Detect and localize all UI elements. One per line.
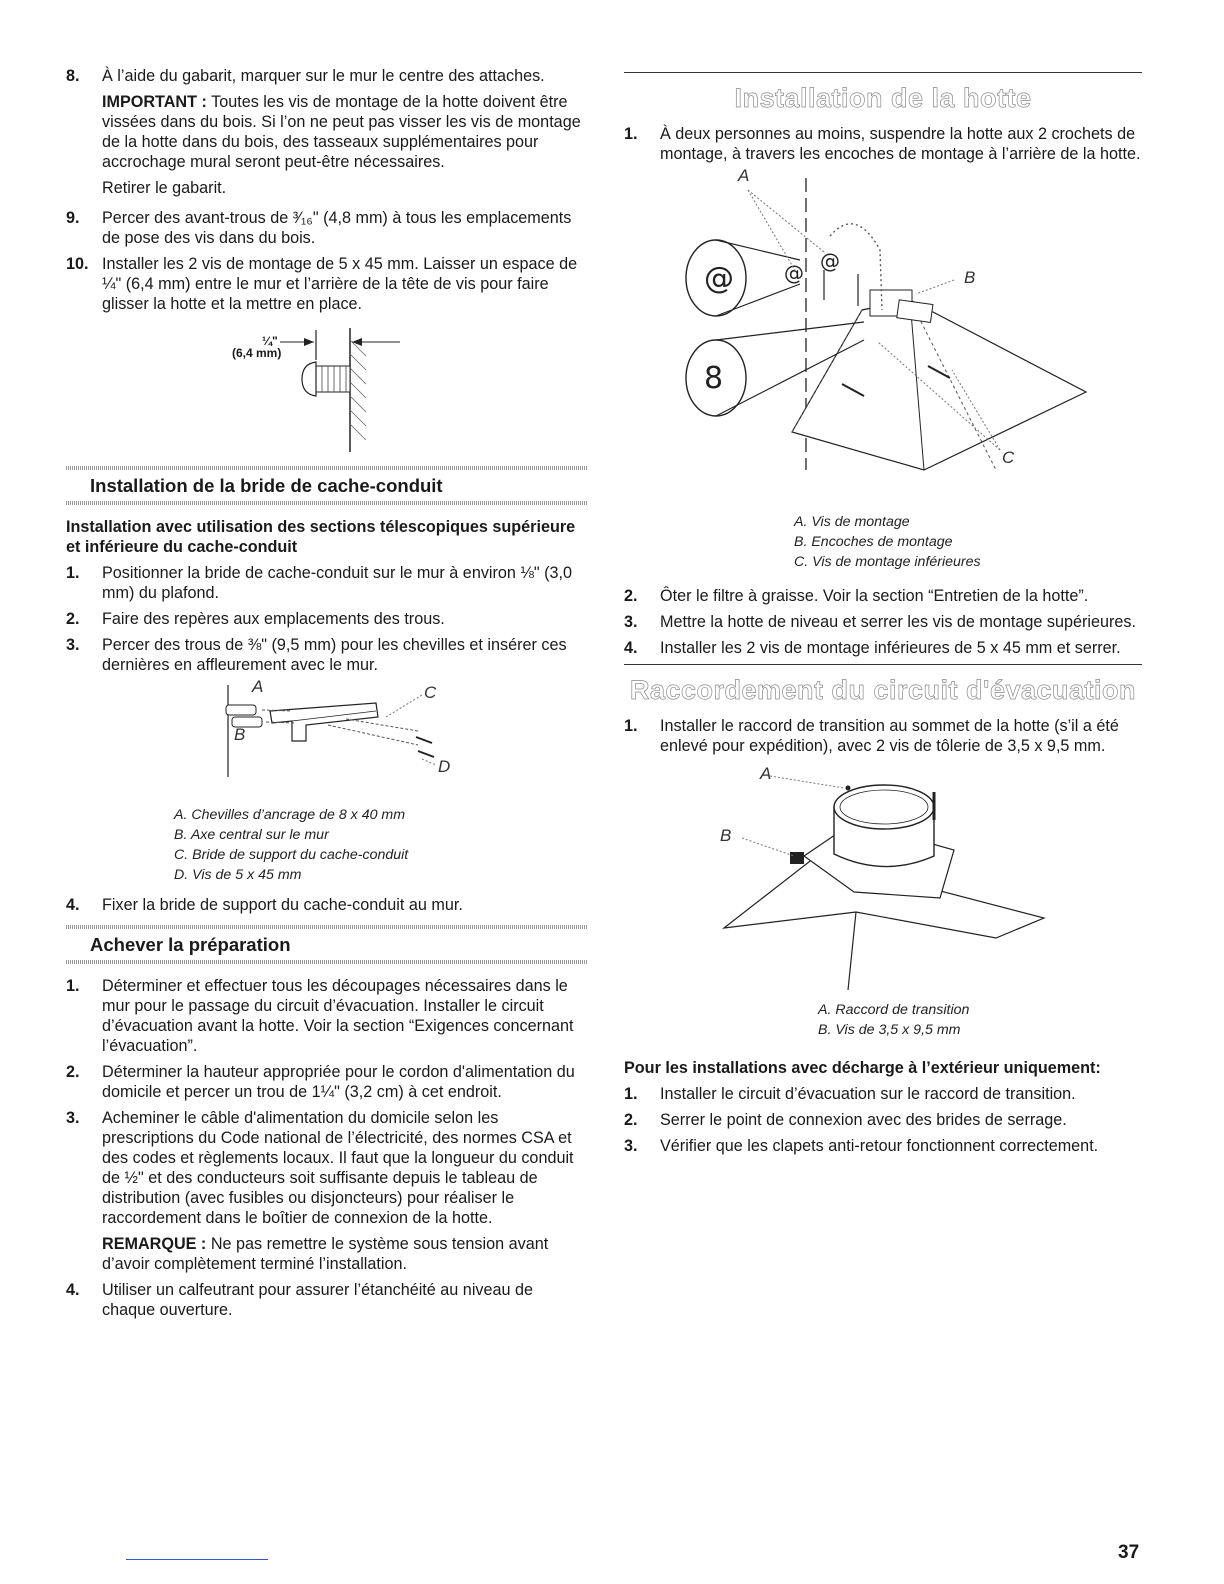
bracket-illustration (66, 681, 588, 805)
exterior-step-2: 2. Serrer le point de connexion avec des brides de serrage. (624, 1111, 1067, 1129)
transition-figure (624, 762, 1142, 1000)
svg-text:8: 8 (704, 361, 724, 396)
prep-step-2: 2. Déterminer la hauteur appropriée pour le cordon d'alimentation du domicile et percer un trou de 1¼" (3,2 cm) à cet endroit. (66, 1063, 575, 1101)
remark-note: REMARQUE : Ne pas remettre le système sous tension avant d’avoir complètement terminé l’installation. (102, 1235, 549, 1273)
bride-step-4: 4. Fixer la bride de support du cache-conduit au mur. (66, 896, 463, 914)
transition-illustration (624, 762, 1142, 1000)
vent-step-1: 1. Installer le raccord de transition au sommet de la hotte (s’il a été enlevé pour expédition), avec 2 vis de tôlerie de 3,5 x 9,5 mm. (624, 717, 1119, 755)
step-9: 9. Percer des avant-trous de ³⁄₁₆" (4,8 mm) à tous les emplacements de pose des vis dans du bois. (66, 209, 572, 247)
step-8: 8. À l’aide du gabarit, marquer sur le mur le centre des attaches. (66, 67, 545, 85)
hood-label-c: C (1002, 448, 1015, 467)
bride-step-1: 1. Positionner la bride de cache-conduit sur le mur à environ ⅛" (3,0 mm) du plafond. (66, 564, 573, 602)
hood-step-2: 2. Ôter le filtre à graisse. Voir la section “Entretien de la hotte”. (624, 587, 1089, 605)
section-title-bride: Installation de la bride de cache-conduit (66, 466, 588, 505)
important-note: IMPORTANT : Toutes les vis de montage de la hotte doivent être vissées dans du bois. Si l’on ne peut pas visser les vis de montage de la hotte dans du bois, des tasseaux supplémentaires pour accrochage mural seront peut-être nécessaires. (102, 93, 581, 171)
hood-captions: A. Vis de montage B. Encoches de montage C. Vis de montage inférieures (794, 514, 981, 570)
transition-captions: A. Raccord de transition B. Vis de 3,5 x 9,5 mm (818, 1002, 970, 1038)
prep-step-3: 3. Acheminer le câble d'alimentation du domicile selon les prescriptions du Code national de l’électricité, des normes CSA et des codes et règlements locaux. Il faut que la longueur du conduit de ½" et des conducteurs soit suffisante depuis le tableau de distribution (avec fusibles ou disjoncteurs) pour réaliser le raccordement dans le boîtier de connexion de la hotte. (66, 1109, 574, 1227)
bracket-captions: A. Chevilles d’ancrage de 8 x 40 mm B. Axe central sur le mur C. Bride de support du cache-conduit D. Vis de 5 x 45 mm (174, 807, 409, 883)
bride-step-3: 3. Percer des trous de ⅜" (9,5 mm) pour les chevilles et insérer ces dernières en affleurement avec le mur. (66, 636, 567, 674)
remove-template: Retirer le gabarit. (102, 179, 227, 197)
transition-label-b: B (720, 826, 732, 845)
screen-gap-figure (66, 320, 588, 452)
bracket-label-c: C (424, 683, 437, 702)
hood-step-1: 1. À deux personnes au moins, suspendre la hotte aux 2 crochets de montage, à travers les encoches de montage à l’arrière de la hotte. (624, 125, 1141, 163)
transition-label-a: A (760, 764, 772, 783)
title-installation-hotte: Installation de la hotte (624, 72, 1142, 120)
screen-gap-illustration (66, 320, 588, 452)
svg-text:@: @ (784, 261, 804, 285)
prep-step-1: 1. Déterminer et effectuer tous les découpages nécessaires dans le mur pour le passage du circuit d’évacuation. Installer le circuit d’évacuation avant la hotte. Voir la section “Exigences concernant l’évacuation”. (66, 977, 574, 1055)
bracket-label-d: D (438, 757, 451, 776)
right-column (624, 72, 1142, 1162)
hood-step-3: 3. Mettre la hotte de niveau et serrer les vis de montage supérieures. (624, 613, 1136, 631)
subtitle-exterior: Pour les installations avec décharge à l’extérieur uniquement: (624, 1059, 1101, 1077)
left-column (66, 66, 588, 1326)
bracket-label-b: B (234, 725, 246, 744)
exterior-step-3: 3. Vérifier que les clapets anti-retour fonctionnent correctement. (624, 1137, 1099, 1155)
bracket-label-a: A (252, 677, 264, 696)
subtitle-telescopic: Installation avec utilisation des sections télescopiques supérieure et inférieure du cache-conduit (66, 518, 576, 556)
prep-step-4: 4. Utiliser un calfeutrant pour assurer l’étanchéité au niveau de chaque ouverture. (66, 1281, 534, 1319)
svg-text:@: @ (704, 261, 734, 296)
hood-mount-figure (624, 166, 1142, 520)
bracket-figure (66, 677, 588, 805)
gap-fraction-label: ¼" (262, 334, 278, 348)
hood-label-b: B (964, 268, 976, 287)
hood-label-a: A (738, 166, 750, 185)
exterior-step-1: 1. Installer le circuit d’évacuation sur le raccord de transition. (624, 1085, 1076, 1103)
hood-mount-illustration (624, 170, 1142, 520)
svg-text:@: @ (820, 249, 840, 273)
footer-line (126, 1559, 268, 1560)
gap-mm-label: (6,4 mm) (232, 346, 282, 360)
step-10: 10. Installer les 2 vis de montage de 5 x 45 mm. Laisser un espace de ¼" (6,4 mm) entre le mur et l’arrière de la tête de vis pour faire glisser la hotte et la mettre en place. (66, 255, 578, 313)
hood-step-4: 4. Installer les 2 vis de montage inférieures de 5 x 45 mm et serrer. (624, 639, 1121, 657)
title-raccordement: Raccordement du circuit d'évacuation (624, 664, 1142, 712)
page-number: 37 (1118, 1542, 1140, 1563)
bride-step-2: 2. Faire des repères aux emplacements des trous. (66, 610, 445, 628)
section-title-preparation: Achever la préparation (66, 925, 588, 964)
